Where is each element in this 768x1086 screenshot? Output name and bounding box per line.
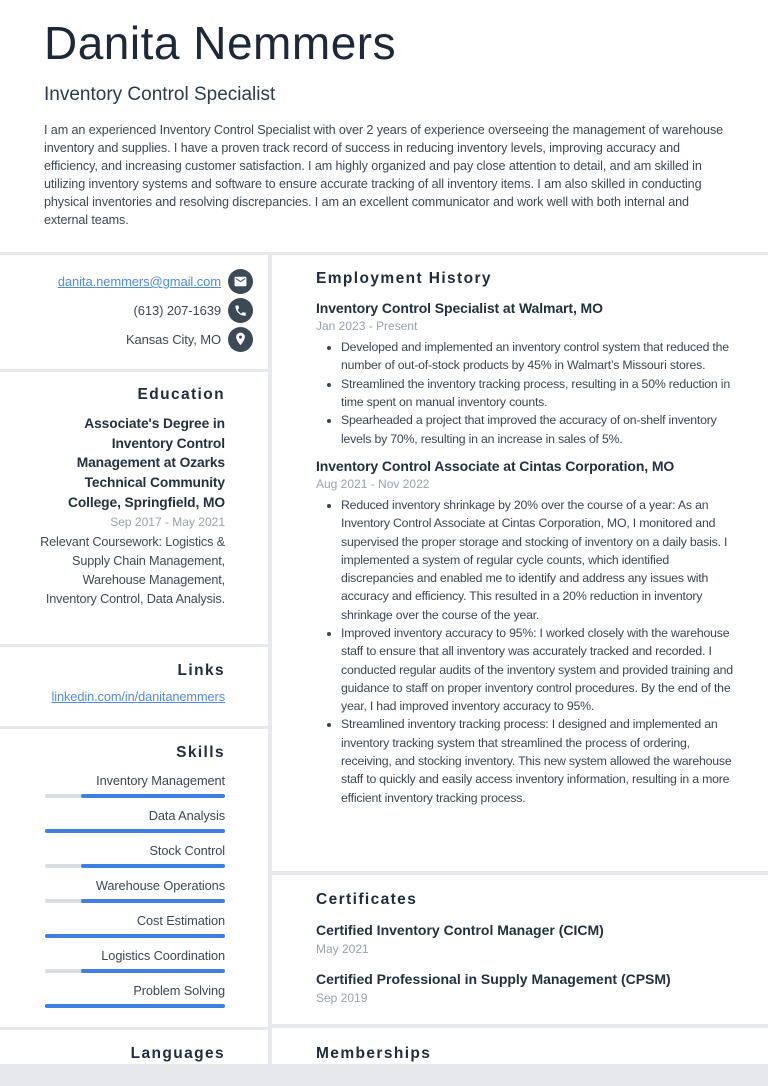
skill-label: Problem Solving <box>133 983 225 999</box>
skill-item <box>38 843 225 868</box>
job-dates: Jan 2023 - Present <box>316 319 418 334</box>
location-text: Kansas City, MO <box>125 332 221 347</box>
skill-bar-fill <box>45 829 225 833</box>
job-title: Inventory Control Associate at Cintas Corporation, MO <box>316 457 675 474</box>
job-entry <box>316 457 736 807</box>
contact-row-phone <box>30 298 253 323</box>
skill-item <box>38 878 225 903</box>
job-bullet-list <box>316 338 736 448</box>
skill-bar-fill <box>81 794 225 798</box>
linkedin-link[interactable]: linkedin.com/in/danitanemmers <box>51 689 225 705</box>
certificate-entry <box>316 970 736 1006</box>
job-bullet: • Streamlined the inventory tracking process, resulting in a 50% reduction in time spent on manual inventory counts. <box>341 375 736 412</box>
employment-history-section <box>272 255 768 871</box>
skills-section <box>0 729 268 1027</box>
resume-body <box>0 255 768 1064</box>
certificate-title: Certified Professional in Supply Management (CPSM) <box>316 971 671 988</box>
certificates-heading: Certificates <box>316 891 418 908</box>
certificate-date: May 2021 <box>316 942 369 957</box>
candidate-job-title: Inventory Control Specialist <box>44 83 276 105</box>
skills-heading: Skills <box>176 744 225 761</box>
education-degree: Associate's Degree in Inventory Control Management at Ozarks Technical Community College, Springfield, MO <box>67 416 225 510</box>
job-bullet: • Streamlined inventory tracking process: I designed and implemented an inventory tracking system that streamlined the process of ordering, receiving, and stocking inventory. This new system allowed the warehouse staff to quickly and easily access inventory information, resulting in a more efficient inventory tracking process. <box>341 715 736 806</box>
skill-bar-track <box>45 934 225 938</box>
links-heading: Links <box>177 662 225 679</box>
links-section <box>0 647 268 726</box>
languages-section <box>0 1030 268 1064</box>
skill-item <box>38 773 225 798</box>
job-entry <box>316 299 736 448</box>
candidate-name: Danita Nemmers <box>44 17 397 69</box>
certificate-date: Sep 2019 <box>316 991 368 1006</box>
job-bullet: • Improved inventory accuracy to 95%: I worked closely with the warehouse staff to ensure that all inventory was accurately tracked and recorded. I conducted regular audits of the inventory system and provided training and guidance to staff on proper inventory control procedures. By the end of the year, I had improved inventory accuracy to 95%. <box>341 624 736 715</box>
skill-label: Warehouse Operations <box>95 878 225 894</box>
employment-history-heading: Employment History <box>316 270 492 287</box>
skill-bar-track <box>45 829 225 833</box>
skill-bar-track <box>45 794 225 798</box>
envelope-icon <box>228 269 253 294</box>
education-dates: Sep 2017 - May 2021 <box>110 515 225 530</box>
education-section <box>0 372 268 644</box>
right-column <box>272 255 768 1064</box>
job-bullet: • Developed and implemented an inventory control system that reduced the number of out-of-stock products by 45% in Walmart’s Missouri stores. <box>341 338 736 375</box>
job-title: Inventory Control Specialist at Walmart, MO <box>316 300 603 317</box>
skill-item <box>38 808 225 833</box>
certificate-entry <box>316 921 736 957</box>
memberships-section <box>272 1028 768 1064</box>
skill-item <box>38 948 225 973</box>
job-dates: Aug 2021 - Nov 2022 <box>316 476 430 491</box>
skill-label: Stock Control <box>149 843 225 859</box>
skill-item <box>38 983 225 1008</box>
skill-bar-fill <box>81 969 225 973</box>
email-link[interactable]: danita.nemmers@gmail.com <box>57 274 221 289</box>
skill-bar-track <box>45 969 225 973</box>
skill-label: Data Analysis <box>148 808 225 824</box>
skill-item <box>38 913 225 938</box>
job-bullet-list <box>316 496 736 807</box>
phone-number: (613) 207-1639 <box>133 303 221 318</box>
left-column <box>0 255 268 1064</box>
skill-label: Cost Estimation <box>136 913 225 929</box>
skill-bar-fill <box>81 899 225 903</box>
education-coursework: Relevant Coursework: Logistics & Supply Chain Management, Warehouse Management, Inventory Control, Data Analysis. <box>40 535 225 606</box>
resume-header <box>0 0 768 252</box>
phone-icon <box>228 298 253 323</box>
profile-summary: I am an experienced Inventory Control Specialist with over 2 years of experience overseeing the management of warehouse inventory and supplies. I have a proven track record of success in reducing inventory levels, improving accuracy and efficiency, and increasing customer satisfaction. I am highly organized and pay close attention to detail, and am skilled in utilizing inventory systems and software to ensure accurate tracking of all inventory items. I am also skilled in conducting physical inventories and resolving discrepancies. I am an excellent communicator and work well with both internal and external teams. <box>44 123 724 228</box>
contact-section <box>0 255 268 369</box>
skill-bar-track <box>45 1004 225 1008</box>
skill-label: Logistics Coordination <box>101 948 225 964</box>
contact-row-email <box>30 269 253 294</box>
skill-bar-track <box>45 899 225 903</box>
skill-label: Inventory Management <box>96 773 225 789</box>
location-pin-icon <box>228 327 253 352</box>
skill-bar-fill <box>45 1004 225 1008</box>
memberships-heading: Memberships <box>316 1045 432 1062</box>
skill-bar-fill <box>81 864 225 868</box>
skill-bar-track <box>45 864 225 868</box>
education-heading: Education <box>137 386 225 403</box>
languages-heading: Languages <box>130 1045 225 1062</box>
job-bullet: • Reduced inventory shrinkage by 20% over the course of a year: As an Inventory Control Associate at Cintas Corporation, MO, I monitored and supervised the proper storage and stocking of inventory on a daily basis. I implemented a system of regular cycle counts, which identified discrepancies and enabled me to identify and address any issues with accuracy and efficiency. This resulted in a 20% reduction in inventory shrinkage over the course of the year. <box>341 496 736 624</box>
certificate-title: Certified Inventory Control Manager (CICM) <box>316 922 604 939</box>
certificates-section <box>272 875 768 1024</box>
job-bullet: • Spearheaded a project that improved the accuracy of on-shelf inventory levels by 70%, resulting in an increase in sales of 5%. <box>341 411 736 448</box>
skill-bar-fill <box>45 934 225 938</box>
contact-row-location <box>30 327 253 352</box>
